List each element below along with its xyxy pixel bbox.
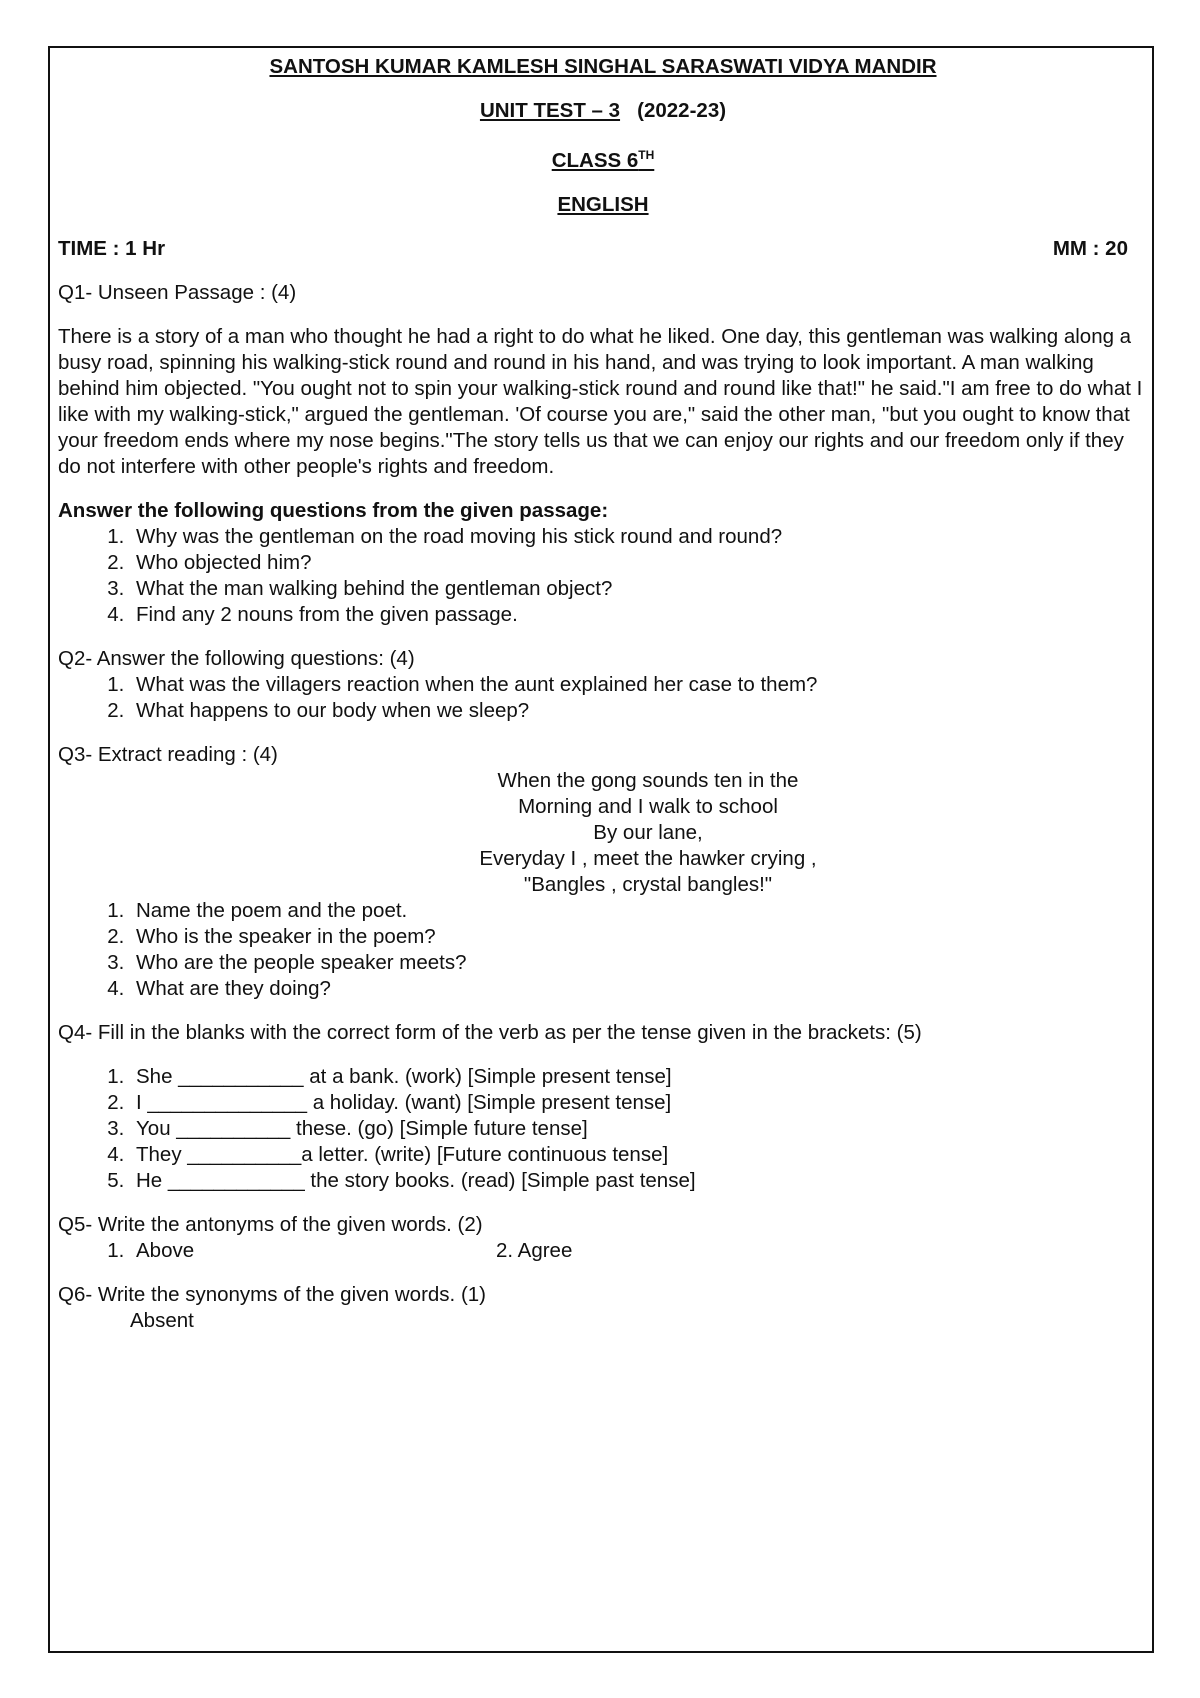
- class-label: [58, 142, 1148, 174]
- marks-label: MM : 20: [1052, 236, 1128, 260]
- list-item: 1. What was the villagers reaction when the aunt explained her case to them?: [130, 672, 1148, 698]
- poem-line: "Bangles , crystal bangles!": [523, 872, 773, 896]
- q1-instruction: Answer the following questions from the given passage:: [58, 498, 609, 522]
- poem-line: When the gong sounds ten in the: [497, 768, 799, 792]
- q5-title: Q5- Write the antonyms of the given words. (2): [58, 1212, 483, 1236]
- antonym-word-1: 1. Above: [136, 1238, 195, 1262]
- antonym-word-2: 2. Agree: [496, 1238, 573, 1262]
- list-item: [130, 1238, 1148, 1264]
- q1-title: Q1- Unseen Passage : (4): [58, 280, 297, 304]
- time-label: TIME : 1 Hr: [58, 236, 166, 260]
- poem-line: Everyday I , meet the hawker crying ,: [479, 846, 817, 870]
- q5-list: [58, 1238, 1148, 1264]
- list-item: 2. What happens to our body when we sleep?: [130, 698, 1148, 724]
- poem-extract: [58, 768, 1148, 898]
- subject-label: ENGLISH: [557, 192, 649, 216]
- q3-title: Q3- Extract reading : (4): [58, 742, 278, 766]
- test-name: UNIT TEST – 3: [479, 99, 621, 122]
- time-marks-row: [58, 236, 1128, 262]
- q2-question-list: [58, 672, 1148, 724]
- poem-line: Morning and I walk to school: [518, 794, 778, 818]
- synonym-word: Absent: [130, 1308, 194, 1332]
- list-item: 4. They __________a letter. (write) [Future continuous tense]: [130, 1142, 1148, 1168]
- q4-title: Q4- Fill in the blanks with the correct form of the verb as per the tense given in the brackets: (5): [58, 1020, 922, 1044]
- list-item: 3. You __________ these. (go) [Simple future tense]: [130, 1116, 1148, 1142]
- q1-question-list: [58, 524, 1148, 628]
- document-body: [58, 54, 1148, 1334]
- class-main: CLASS 6: [551, 148, 639, 172]
- list-item: 2. Who objected him?: [130, 550, 1148, 576]
- class-sup: TH: [638, 148, 655, 162]
- list-item: 3. What the man walking behind the gentleman object?: [130, 576, 1148, 602]
- school-name: SANTOSH KUMAR KAMLESH SINGHAL SARASWATI VIDYA MANDIR: [269, 55, 937, 78]
- list-item: 4. Find any 2 nouns from the given passage.: [130, 602, 1148, 628]
- list-item: 2. I ______________ a holiday. (want) [Simple present tense]: [130, 1090, 1148, 1116]
- q3-question-list: [58, 898, 1148, 1002]
- list-item: 5. He ____________ the story books. (read) [Simple past tense]: [130, 1168, 1148, 1194]
- q4-question-list: [58, 1064, 1148, 1194]
- list-item: 1. She ___________ at a bank. (work) [Simple present tense]: [130, 1064, 1148, 1090]
- test-year: (2022-23): [637, 99, 727, 122]
- list-item: 4. What are they doing?: [130, 976, 1148, 1002]
- test-title: [58, 98, 1148, 124]
- poem-line: By our lane,: [593, 820, 703, 844]
- list-item: 1. Name the poem and the poet.: [130, 898, 1148, 924]
- list-item: 3. Who are the people speaker meets?: [130, 950, 1148, 976]
- q2-title: Q2- Answer the following questions: (4): [58, 646, 415, 670]
- list-item: 2. Who is the speaker in the poem?: [130, 924, 1148, 950]
- list-item: 1. Why was the gentleman on the road moving his stick round and round?: [130, 524, 1148, 550]
- q1-passage: There is a story of a man who thought he had a right to do what he liked. One day, this gentleman was walking along a busy road, spinning his walking-stick round and round in his hand, and was trying to look important. A man walking behind him objected. "You ought not to spin your walking-stick round and round like that!" he said."I am free to do what I like with my walking-stick," argued the gentleman. 'Of course you are," said the other man, "but you ought to know that your freedom ends where my nose begins."The story tells us that we can enjoy our rights and our freedom only if they do not interfere with other people's rights and freedom.: [58, 324, 1143, 478]
- q6-title: Q6- Write the synonyms of the given words. (1): [58, 1282, 487, 1306]
